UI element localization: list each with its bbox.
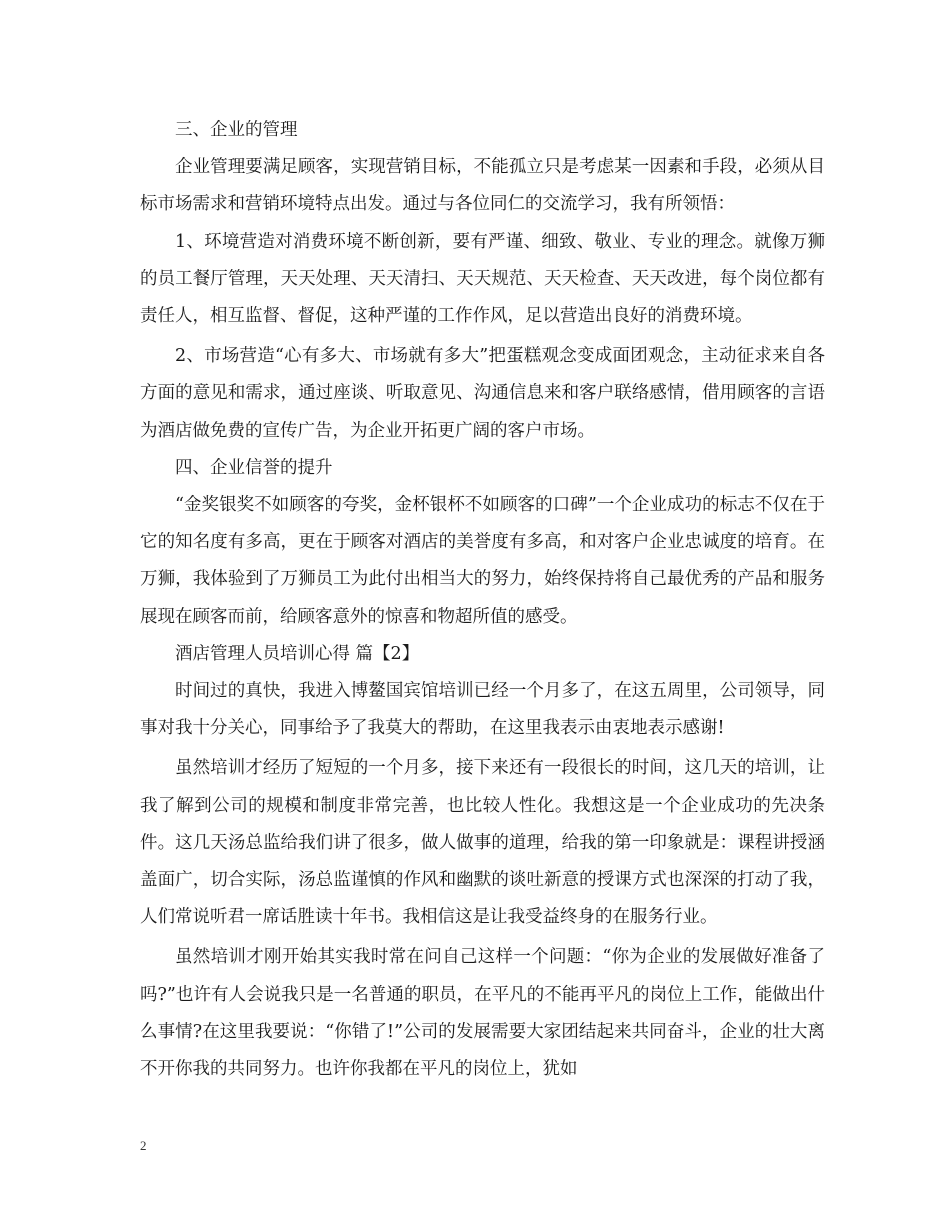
article-heading-part-2: 酒店管理人员培训心得 篇【2】 — [175, 643, 420, 664]
paragraph-reputation: “金奖银奖不如顾客的夸奖，金杯银杯不如顾客的口碑”一个企业成功的标志不仅在于它的知名度有多高，更在于顾客对酒店的美誉度有多高，和对客户企业忠诚度的培育。在万狮，我体验到了万狮员工为此付出相当大的努力，始终保持将自己最优秀的产品和服务展现在顾客而前，给顾客意外的惊喜和物超所值的感受。 — [140, 495, 825, 627]
paragraph-time-flies: 时间过的真快，我进入博鳌国宾馆培训已经一个月多了，在这五周里，公司领导，同事对我十分关心，同事给予了我莫大的帮助，在这里我表示由衷地表示感谢! — [140, 681, 825, 739]
paragraph-training: 虽然培训才经历了短短的一个月多，接下来还有一段很长的时间，这几天的培训，让我了解到公司的规模和制度非常完善，也比较人性化。我想这是一个企业成功的先决条件。这几天汤总监给我们讲了很多，做人做事的道理，给我的第一印象就是：课程讲授涵盖面广，切合实际，汤总监谨慎的作风和幽默的谈吐新意的授课方式也深深的打动了我，人们常说听君一席话胜读十年书。我相信这是让我受益终身的在服务行业。 — [140, 758, 825, 928]
paragraph-environment: 1、环境营造对消费环境不断创新，要有严谨、细致、敬业、专业的理念。就像万狮的员工餐厅管理，天天处理、天天清扫、天天规范、天天检查、天天改进，每个岗位都有责任人，相互监督、督促，这种严谨的工作作风，足以营造出良好的消费环境。 — [140, 231, 825, 327]
paragraph-market: 2、市场营造“心有多大、市场就有多大”把蛋糕观念变成面团观念，主动征求来自各方面的意见和需求，通过座谈、听取意见、沟通信息来和客户联络感情，借用顾客的言语为酒店做免费的宣传广告，为企业开拓更广阔的客户市场。 — [140, 346, 825, 441]
section-heading-reputation: 四、企业信誉的提升 — [175, 457, 333, 478]
section-heading-management: 三、企业的管理 — [175, 120, 298, 140]
page-number: 2 — [140, 1138, 147, 1153]
document-body — [140, 112, 825, 1088]
paragraph-preparation: 虽然培训才刚开始其实我时常在问自己这样一个问题：“你为企业的发展做好准备了吗?”也许有人会说我只是一名普通的职员，在平凡的不能再平凡的岗位上工作，能做出什么事情?在这里我要说：“你错了!”公司的发展需要大家团结起来共同奋斗，企业的壮大离不开你我的共同努力。也许你我都在平凡的岗位上，犹如 — [140, 947, 825, 1080]
paragraph-management-intro: 企业管理要满足顾客，实现营销目标，不能孤立只是考虑某一因素和手段，必须从目标市场需求和营销环境特点出发。通过与各位同仁的交流学习，我有所领悟： — [140, 157, 825, 215]
